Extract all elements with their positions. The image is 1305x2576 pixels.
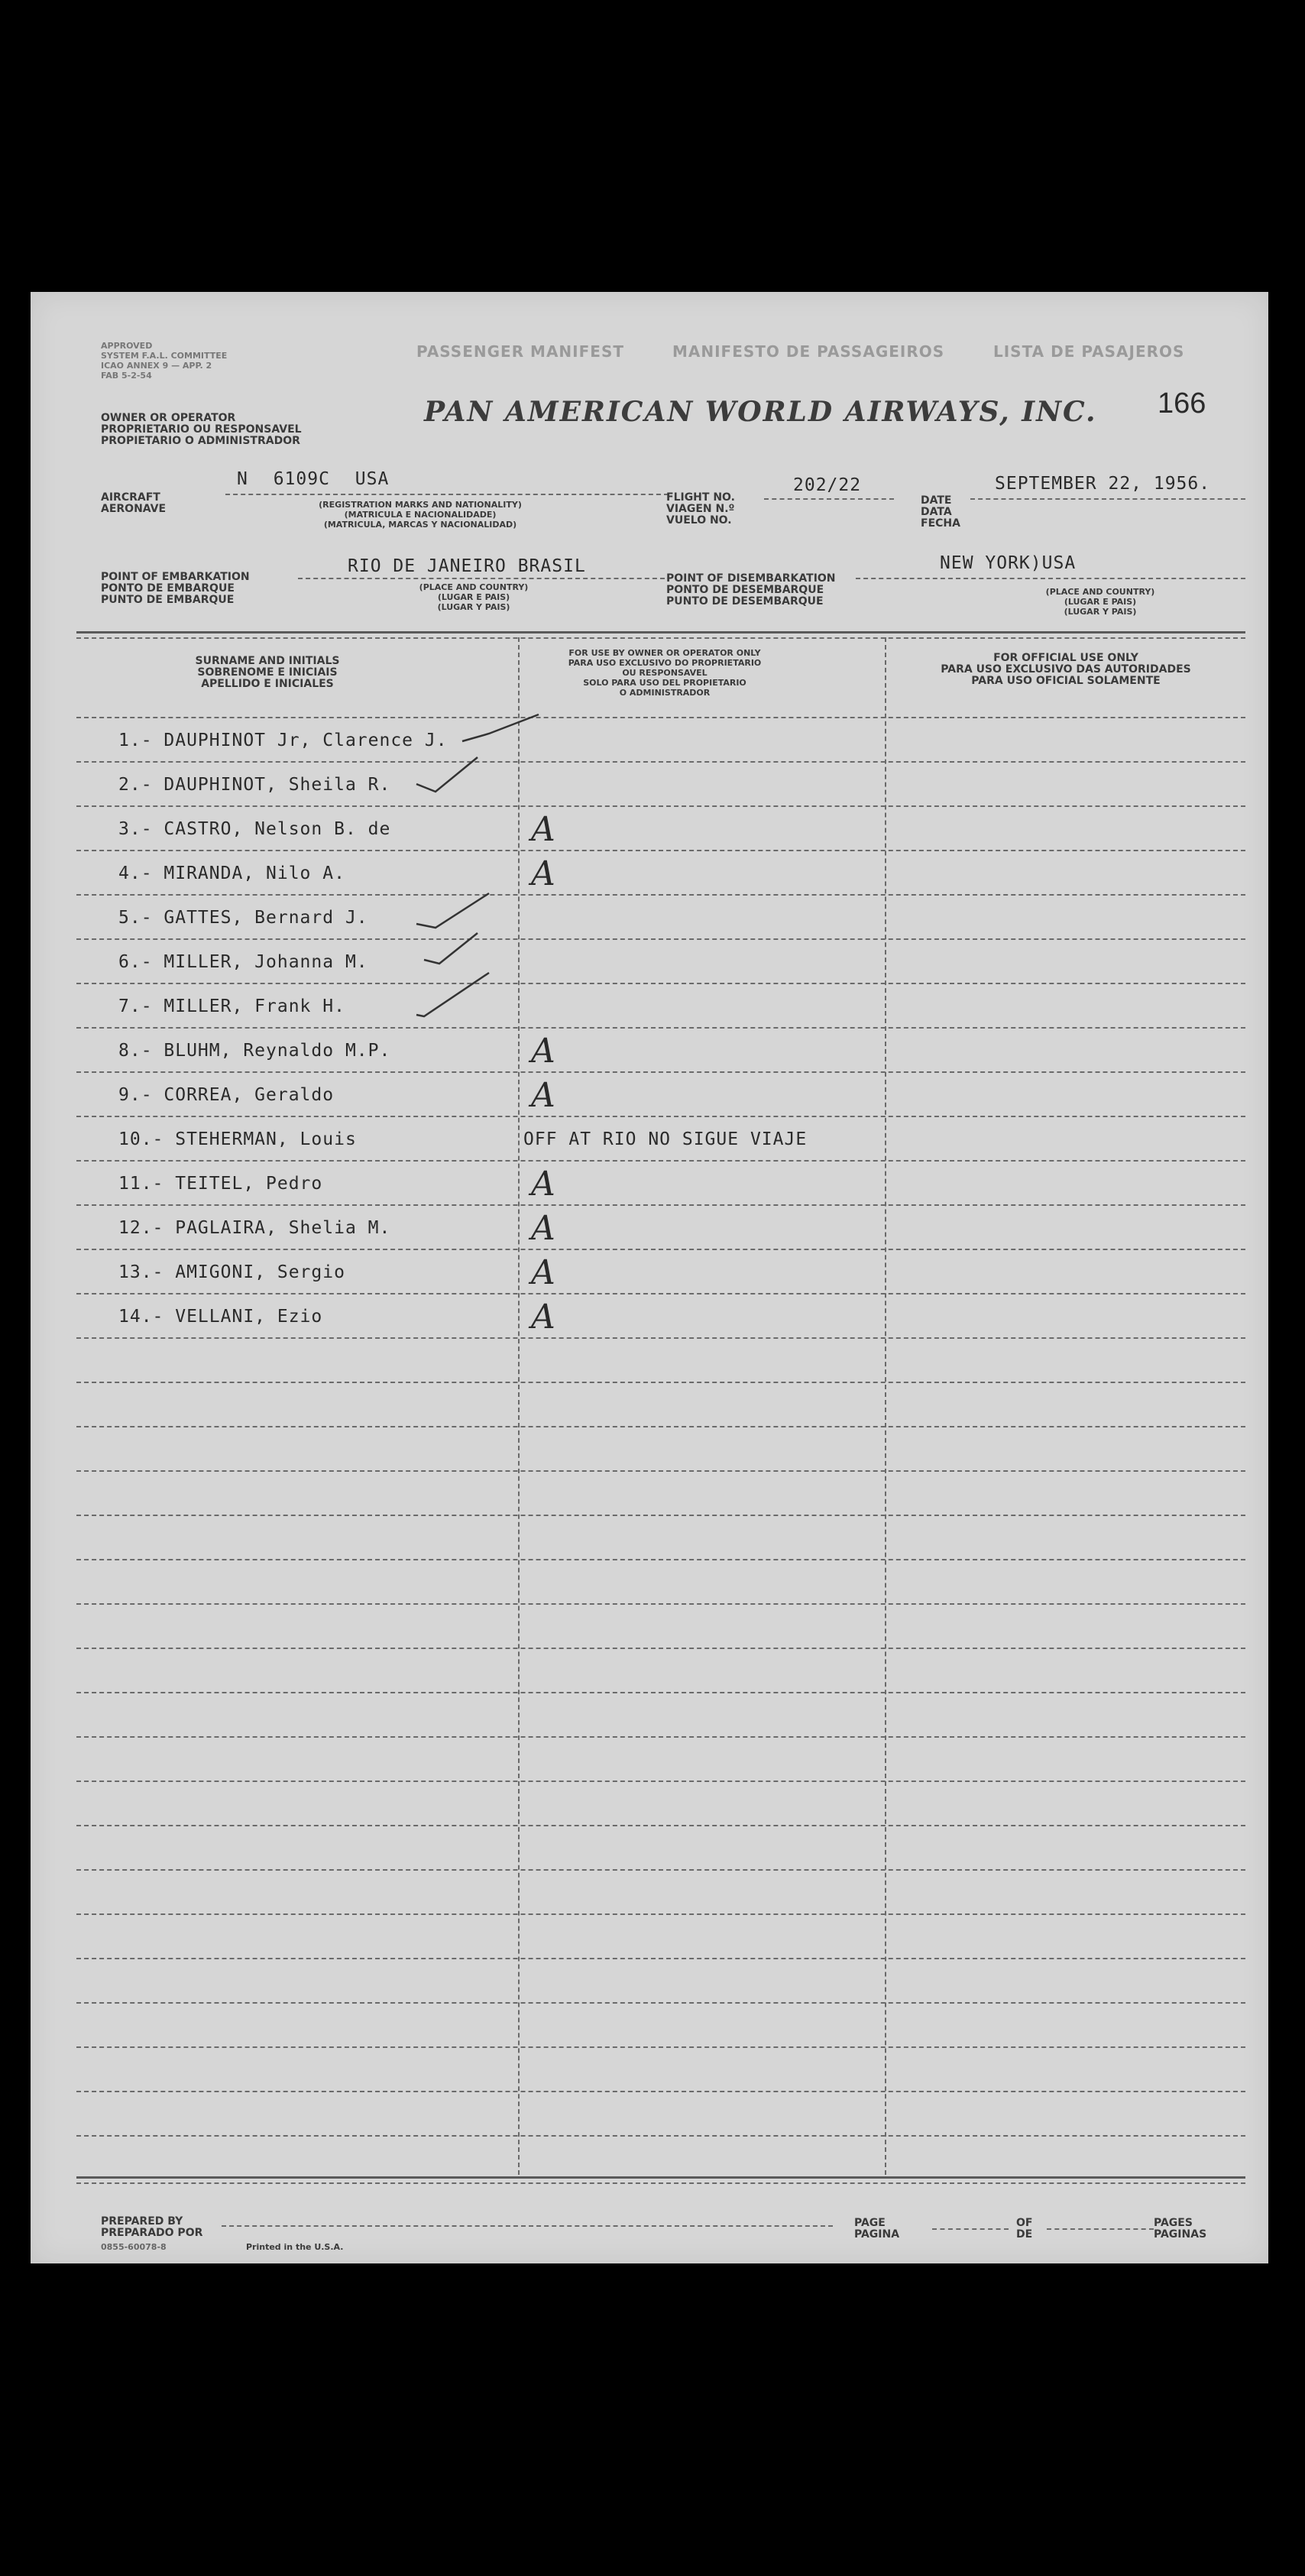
column-header-line: OU RESPONSAVEL bbox=[622, 668, 708, 678]
column-header-names bbox=[107, 656, 428, 690]
embarkation-caption-line: (PLACE AND COUNTRY) bbox=[419, 582, 529, 592]
table-top-rule bbox=[76, 631, 1245, 633]
table-row bbox=[31, 1249, 1268, 1293]
aircraft-underline bbox=[225, 494, 669, 495]
column-header-line: SOLO PARA USO DEL PROPIETARIO bbox=[583, 678, 746, 688]
table-row bbox=[31, 761, 1268, 805]
passenger-name: 11.- TEITEL, Pedro bbox=[118, 1174, 323, 1194]
page-label-en: PAGE bbox=[854, 2217, 886, 2229]
approval-line: APPROVED bbox=[101, 341, 153, 351]
disembarkation-caption-line: (PLACE AND COUNTRY) bbox=[1045, 587, 1155, 597]
empty-row-rule bbox=[76, 2135, 1245, 2137]
page-label bbox=[854, 2218, 899, 2241]
title-portuguese: MANIFESTO DE PASSAGEIROS bbox=[672, 342, 945, 361]
flight-number: 202/22 bbox=[793, 475, 862, 495]
aircraft-label-en: AIRCRAFT bbox=[101, 491, 160, 504]
prepared-label-pt: PREPARADO POR bbox=[101, 2227, 203, 2239]
check-mark-icon bbox=[413, 753, 504, 799]
flight-label-es: VUELO NO. bbox=[666, 514, 732, 527]
check-mark-icon bbox=[420, 929, 512, 975]
passenger-name: 5.- GATTES, Bernard J. bbox=[118, 908, 368, 928]
empty-row-rule bbox=[76, 2091, 1245, 2092]
title-spanish: LISTA DE PASAJEROS bbox=[993, 342, 1185, 361]
empty-row-rule bbox=[76, 1958, 1245, 1959]
empty-row-rule bbox=[76, 2002, 1245, 2004]
date-label-pt: DATA bbox=[921, 506, 952, 518]
of-label-en: OF bbox=[1016, 2217, 1033, 2229]
embarkation-label bbox=[101, 572, 250, 606]
empty-row-rule bbox=[76, 1559, 1245, 1560]
passenger-name: 9.- CORREA, Geraldo bbox=[118, 1085, 335, 1105]
aircraft-caption-line: (REGISTRATION MARKS AND NATIONALITY) bbox=[319, 500, 522, 510]
empty-row-rule bbox=[76, 1692, 1245, 1693]
handwritten-mark: A bbox=[531, 1076, 555, 1115]
empty-row-rule bbox=[76, 1825, 1245, 1826]
disembarkation-label-pt: PONTO DE DESEMBARQUE bbox=[666, 584, 824, 596]
handwritten-mark: A bbox=[531, 1165, 555, 1204]
prepared-by-label bbox=[101, 2216, 202, 2239]
check-mark-icon bbox=[413, 969, 504, 1022]
column-header-official bbox=[894, 653, 1238, 687]
form-number: 0855-60078-8 bbox=[101, 2242, 167, 2252]
owner-label-es: PROPIETARIO O ADMINISTRADOR bbox=[101, 435, 300, 447]
flight-date: SEPTEMBER 22, 1956. bbox=[995, 474, 1211, 494]
passenger-name: 1.- DAUPHINOT Jr, Clarence J. bbox=[118, 731, 448, 750]
column-header-owner bbox=[520, 648, 810, 698]
check-mark-icon bbox=[458, 711, 550, 749]
printed-in: Printed in the U.S.A. bbox=[246, 2242, 344, 2252]
empty-row-rule bbox=[76, 1781, 1245, 1782]
date-label-es: FECHA bbox=[921, 517, 960, 530]
handwritten-mark: A bbox=[531, 1209, 555, 1248]
handwritten-mark: A bbox=[531, 854, 555, 893]
aircraft-caption-line: (MATRICULA E NACIONALIDADE) bbox=[344, 510, 497, 520]
column-header-line: O ADMINISTRADOR bbox=[619, 688, 711, 698]
date-label bbox=[921, 495, 960, 530]
passenger-name: 12.- PAGLAIRA, Shelia M. bbox=[118, 1218, 391, 1238]
empty-rows bbox=[31, 1337, 1268, 2175]
passenger-name: 3.- CASTRO, Nelson B. de bbox=[118, 819, 391, 839]
aircraft-caption bbox=[260, 500, 581, 530]
owner-note: OFF AT RIO NO SIGUE VIAJE bbox=[523, 1129, 808, 1149]
pages-label bbox=[1154, 2218, 1206, 2241]
flight-label bbox=[666, 492, 735, 527]
disembarkation-caption-line: (LUGAR Y PAIS) bbox=[1064, 607, 1137, 617]
embarkation-place: RIO DE JANEIRO BRASIL bbox=[348, 556, 586, 576]
embarkation-label-pt: PONTO DE EMBARQUE bbox=[101, 582, 235, 595]
owner-label-en: OWNER OR OPERATOR bbox=[101, 412, 236, 424]
table-row bbox=[31, 1071, 1268, 1116]
disembarkation-caption-line: (LUGAR E PAIS) bbox=[1064, 597, 1137, 607]
passenger-name: 10.- STEHERMAN, Louis bbox=[118, 1129, 357, 1149]
page-underline bbox=[932, 2228, 1009, 2230]
aircraft-label bbox=[101, 492, 166, 515]
prepared-label-en: PREPARED BY bbox=[101, 2215, 183, 2228]
table-bottom-rule-2 bbox=[76, 2182, 1245, 2184]
manifest-sheet bbox=[31, 292, 1268, 2263]
disembarkation-label bbox=[666, 573, 836, 608]
page-number: 166 bbox=[1158, 387, 1206, 420]
flight-label-pt: VIAGEN N.º bbox=[666, 503, 735, 515]
empty-row-rule bbox=[76, 1736, 1245, 1738]
owner-operator-label bbox=[101, 413, 302, 447]
passenger-name: 14.- VELLANI, Ezio bbox=[118, 1307, 323, 1327]
approval-block bbox=[101, 341, 227, 381]
empty-row-rule bbox=[76, 1426, 1245, 1427]
embarkation-caption-line: (LUGAR Y PAIS) bbox=[437, 602, 510, 612]
flight-label-en: FLIGHT NO. bbox=[666, 491, 735, 504]
column-header-line: PARA USO EXCLUSIVO DAS AUTORIDADES bbox=[941, 663, 1191, 676]
handwritten-mark: A bbox=[531, 1253, 555, 1292]
table-row bbox=[31, 850, 1268, 894]
aircraft-caption-line: (MATRICULA, MARCAS Y NACIONALIDAD) bbox=[323, 520, 517, 530]
pages-label-en: PAGES bbox=[1154, 2217, 1193, 2229]
table-row bbox=[31, 717, 1268, 761]
page-label-pt: PAGINA bbox=[854, 2228, 900, 2241]
passenger-name: 2.- DAUPHINOT, Sheila R. bbox=[118, 775, 391, 795]
airline-name: PAN AMERICAN WORLD AIRWAYS, INC. bbox=[424, 396, 1097, 428]
column-header-line: PARA USO OFICIAL SOLAMENTE bbox=[971, 675, 1161, 687]
empty-row-rule bbox=[76, 1913, 1245, 1915]
table-bottom-rule bbox=[76, 2176, 1245, 2179]
table-top-rule-2 bbox=[76, 637, 1245, 639]
passenger-name: 13.- AMIGONI, Sergio bbox=[118, 1262, 345, 1282]
approval-line: SYSTEM F.A.L. COMMITTEE bbox=[101, 351, 228, 361]
empty-row-rule bbox=[76, 2046, 1245, 2048]
embarkation-label-en: POINT OF EMBARKATION bbox=[101, 571, 250, 583]
disembarkation-label-es: PUNTO DE DESEMBARQUE bbox=[666, 595, 824, 608]
table-row bbox=[31, 1160, 1268, 1204]
table-row bbox=[31, 1027, 1268, 1071]
owner-label-pt: PROPRIETARIO OU RESPONSAVEL bbox=[101, 423, 302, 436]
aircraft-registration: N 6109C USA bbox=[237, 469, 390, 489]
approval-line: ICAO ANNEX 9 — APP. 2 bbox=[101, 361, 212, 371]
column-header-line: PARA USO EXCLUSIVO DO PROPRIETARIO bbox=[568, 658, 762, 668]
empty-row-rule bbox=[76, 1603, 1245, 1605]
empty-row-rule bbox=[76, 1869, 1245, 1871]
disembarkation-label-en: POINT OF DISEMBARKATION bbox=[666, 572, 836, 585]
embarkation-label-es: PUNTO DE EMBARQUE bbox=[101, 594, 235, 606]
passenger-name: 7.- MILLER, Frank H. bbox=[118, 996, 345, 1016]
empty-row-rule bbox=[76, 1648, 1245, 1649]
approval-line: FAB 5-2-54 bbox=[101, 371, 152, 381]
table-row bbox=[31, 1204, 1268, 1249]
embarkation-caption-line: (LUGAR E PAIS) bbox=[437, 592, 510, 602]
of-label-pt: DE bbox=[1016, 2228, 1033, 2241]
table-row bbox=[31, 805, 1268, 850]
passenger-name: 4.- MIRANDA, Nilo A. bbox=[118, 864, 345, 883]
disembarkation-caption bbox=[986, 587, 1215, 617]
column-header-line: APELLIDO E INICIALES bbox=[201, 678, 334, 690]
check-mark-icon bbox=[413, 889, 504, 935]
passenger-name: 8.- BLUHM, Reynaldo M.P. bbox=[118, 1041, 391, 1061]
disembarkation-place: NEW YORK)USA bbox=[940, 553, 1077, 573]
embarkation-caption bbox=[359, 582, 588, 612]
table-row bbox=[31, 938, 1268, 983]
of-underline bbox=[1047, 2228, 1154, 2230]
column-header-line: FOR OFFICIAL USE ONLY bbox=[993, 652, 1138, 664]
column-header-line: SOBRENOME E INICIAIS bbox=[197, 666, 338, 679]
date-label-en: DATE bbox=[921, 494, 952, 507]
title-english: PASSENGER MANIFEST bbox=[416, 342, 624, 361]
handwritten-mark: A bbox=[531, 810, 555, 849]
table-row bbox=[31, 983, 1268, 1027]
flight-underline bbox=[764, 498, 894, 500]
column-header-line: SURNAME AND INITIALS bbox=[195, 655, 340, 667]
embarkation-underline bbox=[298, 578, 665, 579]
column-header-line: FOR USE BY OWNER OR OPERATOR ONLY bbox=[568, 648, 761, 658]
aircraft-label-pt: AERONAVE bbox=[101, 503, 167, 515]
empty-row-rule bbox=[76, 1470, 1245, 1472]
handwritten-mark: A bbox=[531, 1298, 555, 1337]
date-underline bbox=[970, 498, 1245, 500]
table-row bbox=[31, 1116, 1268, 1160]
disembarkation-underline bbox=[856, 578, 1245, 579]
pages-label-pt: PAGINAS bbox=[1154, 2228, 1207, 2241]
table-row bbox=[31, 1293, 1268, 1337]
table-row bbox=[31, 894, 1268, 938]
passenger-name: 6.- MILLER, Johanna M. bbox=[118, 952, 368, 972]
empty-row-rule bbox=[76, 1382, 1245, 1383]
empty-row-rule bbox=[76, 1515, 1245, 1516]
prepared-underline bbox=[222, 2225, 833, 2227]
handwritten-mark: A bbox=[531, 1032, 555, 1071]
of-label bbox=[1016, 2218, 1032, 2241]
